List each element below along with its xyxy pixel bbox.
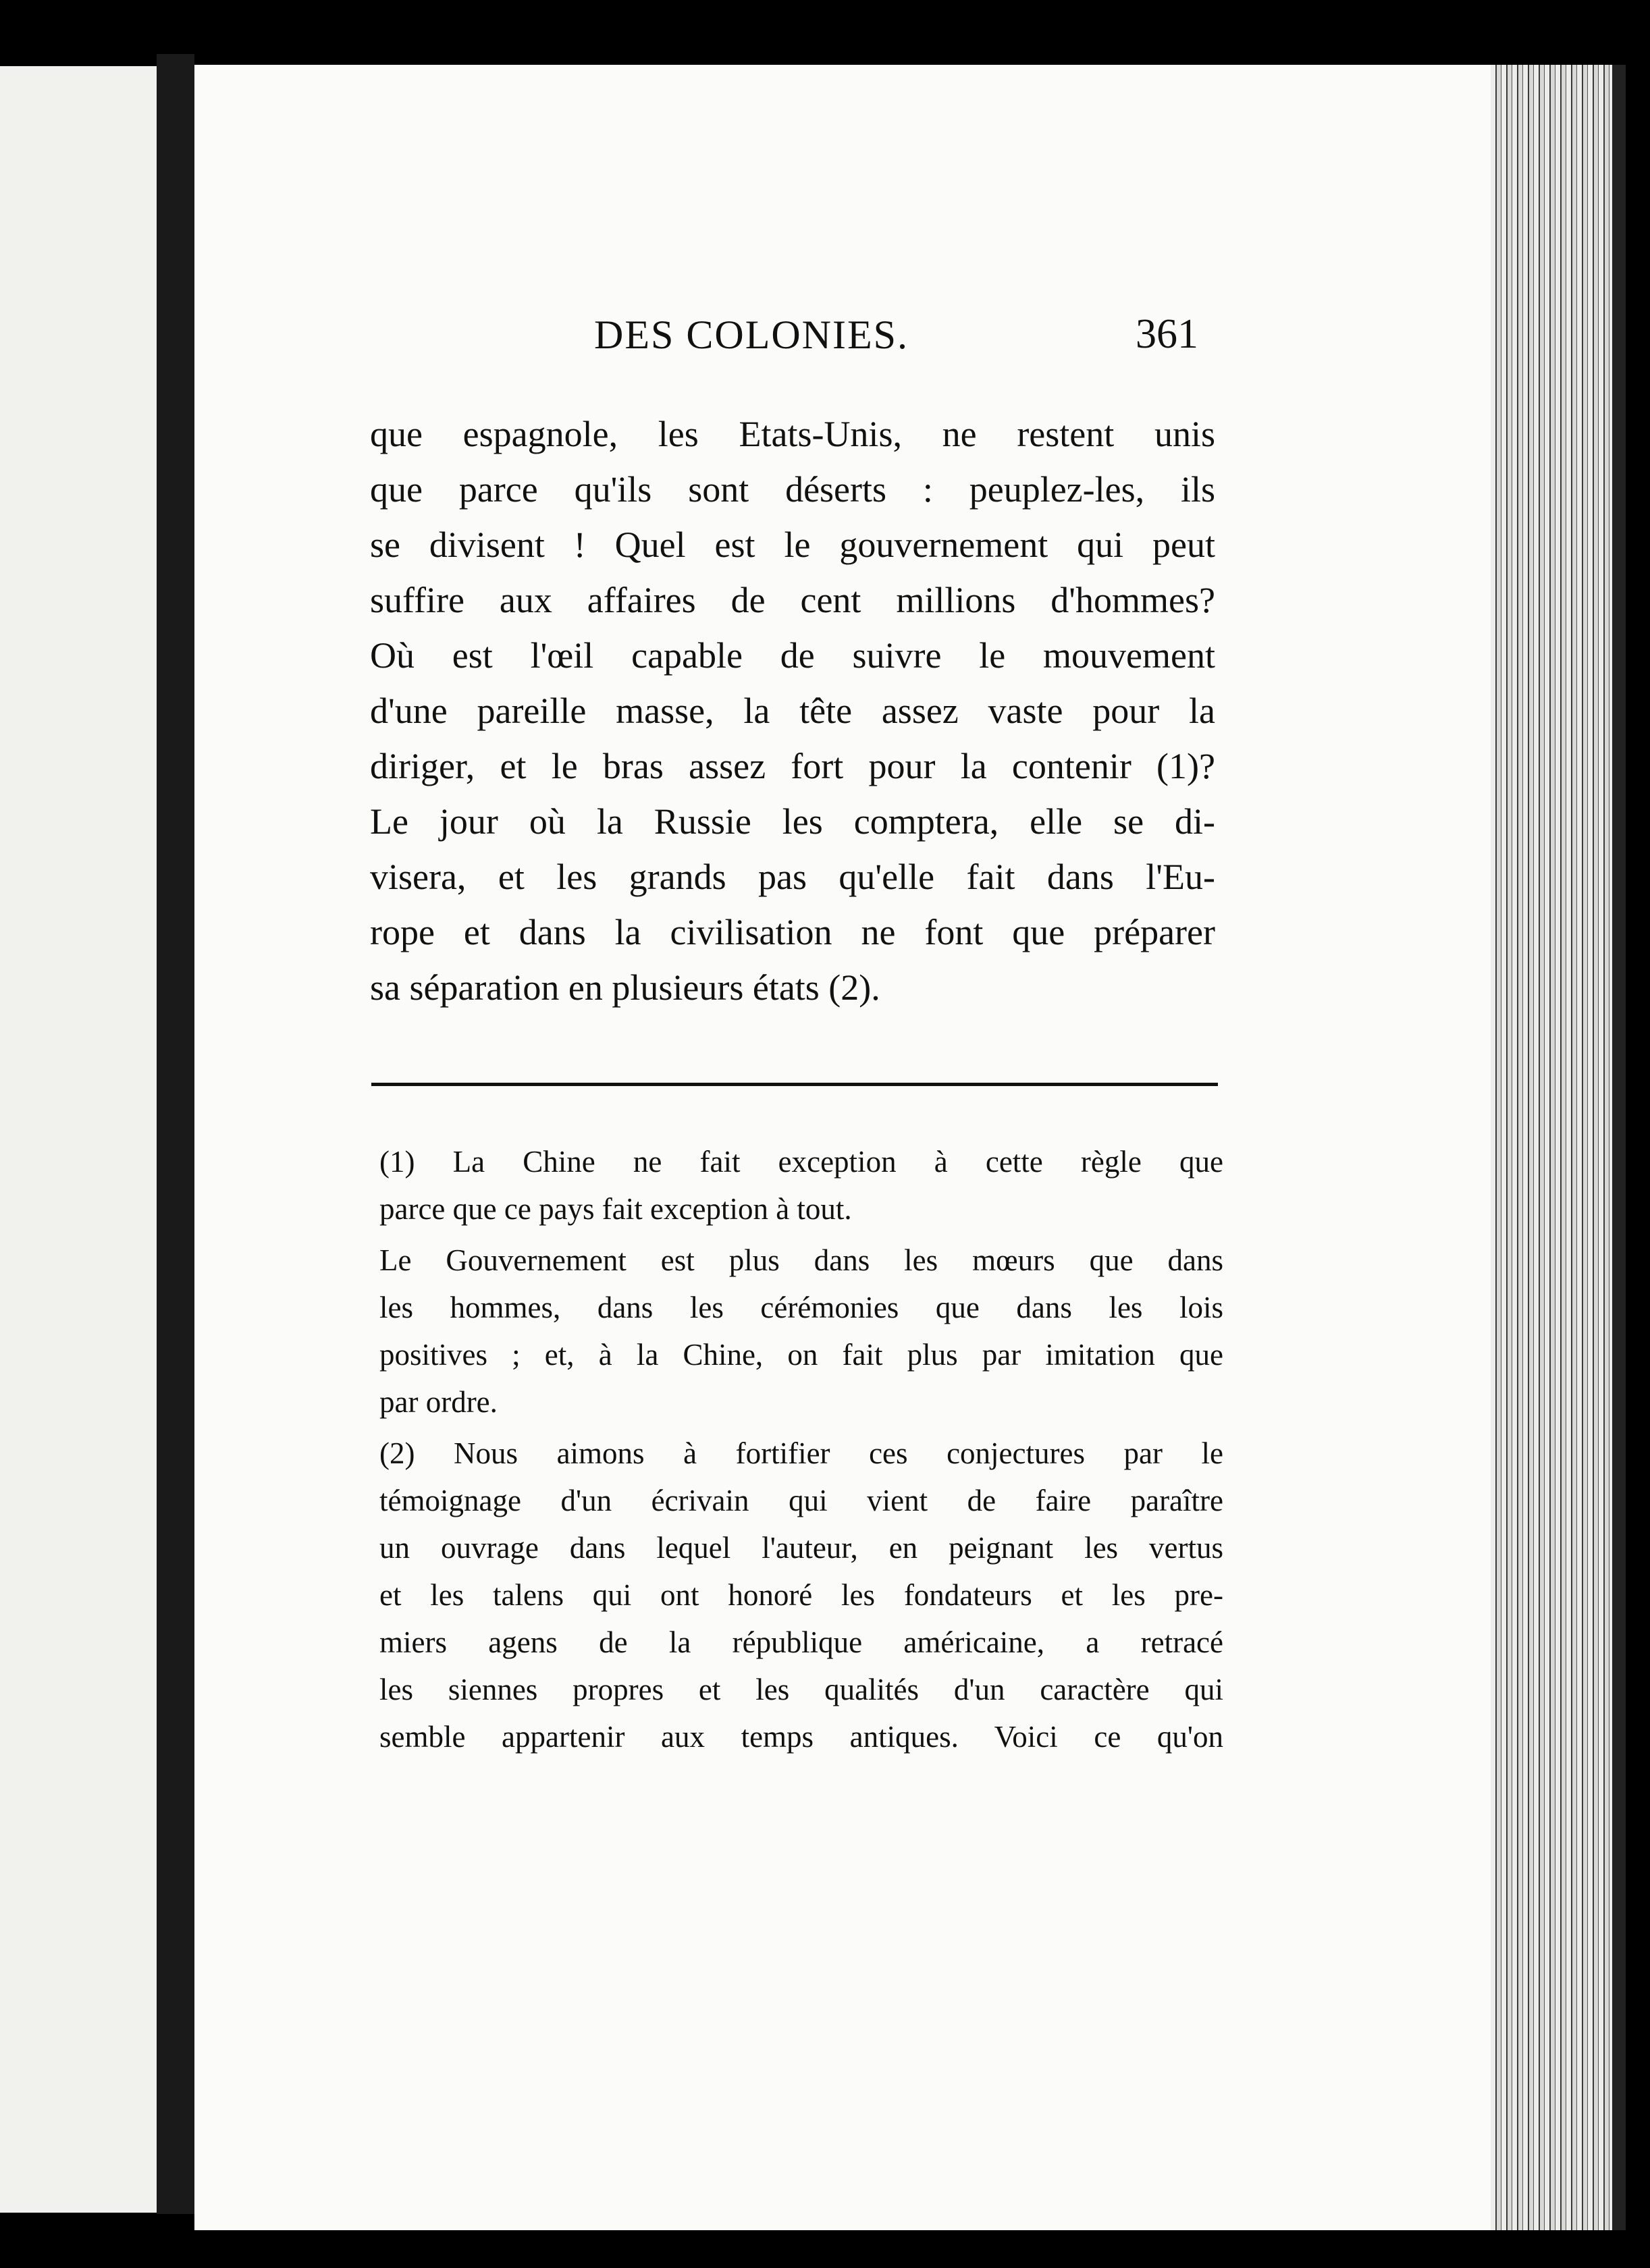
text-line: diriger, et le bras assez fort pour la contenir (1)? xyxy=(370,746,1215,786)
text-line: rope et dans la civilisation ne font que préparer xyxy=(370,912,1215,952)
text-line: Le jour où la Russie les comptera, elle se di- xyxy=(370,801,1215,842)
text-line: que espagnole, les Etats-Unis, ne restent unis xyxy=(370,414,1215,454)
footnote-line: miers agens de la république américaine, a retracé xyxy=(379,1625,1223,1659)
text-line: se divisent ! Quel est le gouvernement qui peut xyxy=(370,524,1215,565)
footnotes xyxy=(379,1138,1223,1760)
page-fore-edge xyxy=(1491,65,1612,2230)
text-line: d'une pareille masse, la tête assez vaste pour la xyxy=(370,691,1215,731)
footnote-line: parce que ce pays fait exception à tout. xyxy=(379,1192,852,1226)
book-gutter xyxy=(157,54,194,2214)
text-line: Où est l'œil capable de suivre le mouvement xyxy=(370,635,1215,676)
footnote-line: (1) La Chine ne fait exception à cette règle que xyxy=(379,1145,1223,1179)
footnote-rule xyxy=(371,1083,1218,1086)
footnote-line: Le Gouvernement est plus dans les mœurs que dans xyxy=(379,1243,1223,1277)
footnote-line: les siennes propres et les qualités d'un caractère qui xyxy=(379,1673,1223,1706)
footnote-line: positives ; et, à la Chine, on fait plus par imitation que xyxy=(379,1338,1223,1372)
text-line: visera, et les grands pas qu'elle fait dans l'Eu- xyxy=(370,857,1215,897)
footnote-line: témoignage d'un écrivain qui vient de faire paraître xyxy=(379,1484,1223,1517)
footnote-line: les hommes, dans les cérémonies que dans les lois xyxy=(379,1291,1223,1324)
footnote-line: un ouvrage dans lequel l'auteur, en peignant les vertus xyxy=(379,1531,1223,1565)
footnote-line: par ordre. xyxy=(379,1385,498,1419)
book-cover-edge xyxy=(1612,65,1626,2230)
main-text xyxy=(370,406,1215,1015)
page-number: 361 xyxy=(1136,311,1198,357)
text-line: sa séparation en plusieurs états (2). xyxy=(370,967,880,1008)
footnote-line: et les talens qui ont honoré les fondateurs et les pre- xyxy=(379,1578,1223,1612)
text-line: suffire aux affaires de cent millions d'hommes? xyxy=(370,580,1215,620)
footnote-line: semble appartenir aux temps antiques. Voici ce qu'on xyxy=(379,1720,1223,1754)
running-head: DES COLONIES. xyxy=(594,313,909,357)
footnote-line: (2) Nous aimons à fortifier ces conjectures par le xyxy=(379,1436,1223,1470)
text-line: que parce qu'ils sont déserts : peuplez-les, ils xyxy=(370,469,1215,510)
facing-page-edge xyxy=(0,66,157,2213)
